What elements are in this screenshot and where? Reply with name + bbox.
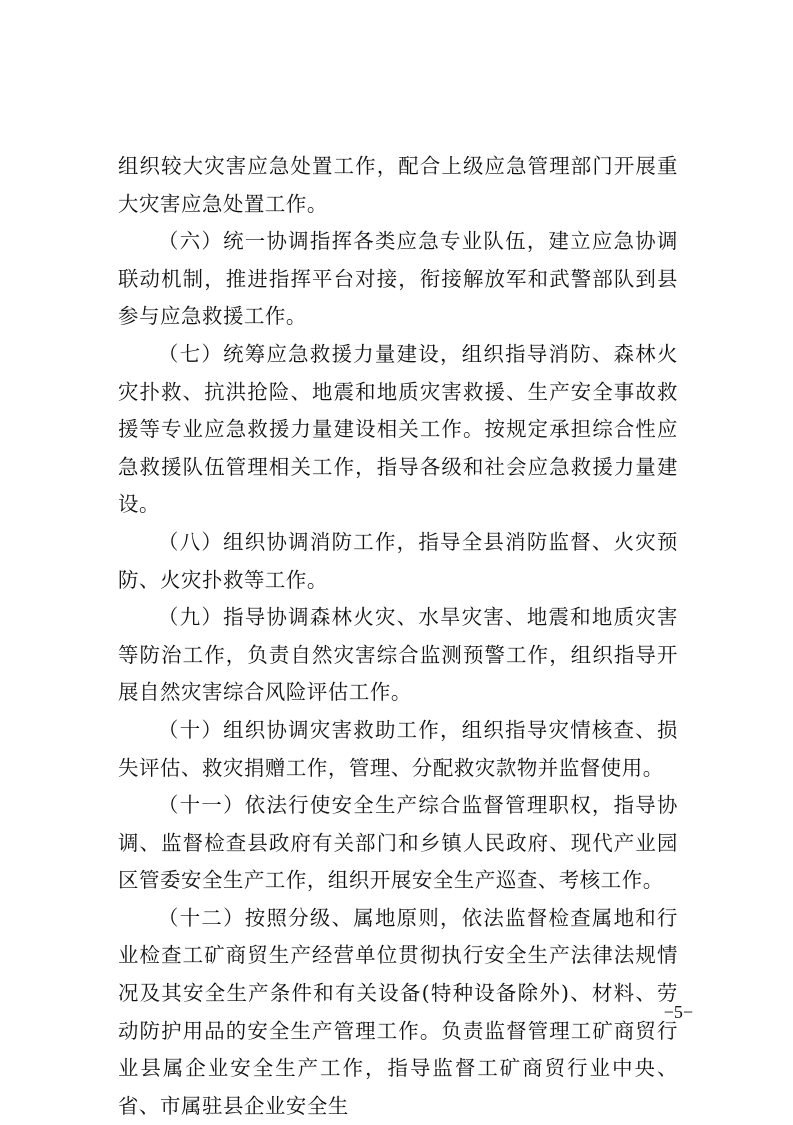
- paragraph-item-7: （七）统筹应急救援力量建设，组织指导消防、森林火灾扑救、抗洪抢险、地震和地质灾害救援、生产安全事故救援等专业应急救援力量建设相关工作。按规定承担综合性应急救援队伍管理相关工作，指导各级和社会应急救援力量建设。: [118, 341, 678, 517]
- paragraph-item-10: （十）组织协调灾害救助工作，组织指导灾情核查、损失评估、救灾捐赠工作，管理、分配救灾款物并监督使用。: [118, 717, 678, 780]
- paragraph-1: 组织较大灾害应急处置工作，配合上级应急管理部门开展重大灾害应急处置工作。: [118, 154, 678, 216]
- paragraph-item-12: （十二）按照分级、属地原则，依法监督检查属地和行业检查工矿商贸生产经营单位贯彻执行安全生产法律法规情况及其安全生产条件和有关设备(特种设备除外)、材料、劳动防护用品的安全生产管理工作。负责监督管理工矿商贸行业县属企业安全生产工作，指导监督工矿商贸行业中央、省、市属驻县企业安全生: [118, 905, 678, 1118]
- paragraph-item-11: （十一）依法行使安全生产综合监督管理职权，指导协调、监督检查县政府有关部门和乡镇人民政府、现代产业园区管委安全生产工作，组织开展安全生产巡查、考核工作。: [118, 793, 678, 893]
- paragraph-item-8: （八）组织协调消防工作，指导全县消防监督、火灾预防、火灾扑救等工作。: [118, 529, 678, 592]
- document-body: [118, 148, 678, 1125]
- paragraph-item-9: （九）指导协调森林火灾、水旱灾害、地震和地质灾害等防治工作，负责自然灾害综合监测预警工作，组织指导开展自然灾害综合风险评估工作。: [118, 605, 678, 705]
- page-number: −5−: [663, 1002, 693, 1022]
- paragraph-item-6: （六）统一协调指挥各类应急专业队伍，建立应急协调联动机制，推进指挥平台对接，衔接解放军和武警部队到县参与应急救援工作。: [118, 229, 678, 329]
